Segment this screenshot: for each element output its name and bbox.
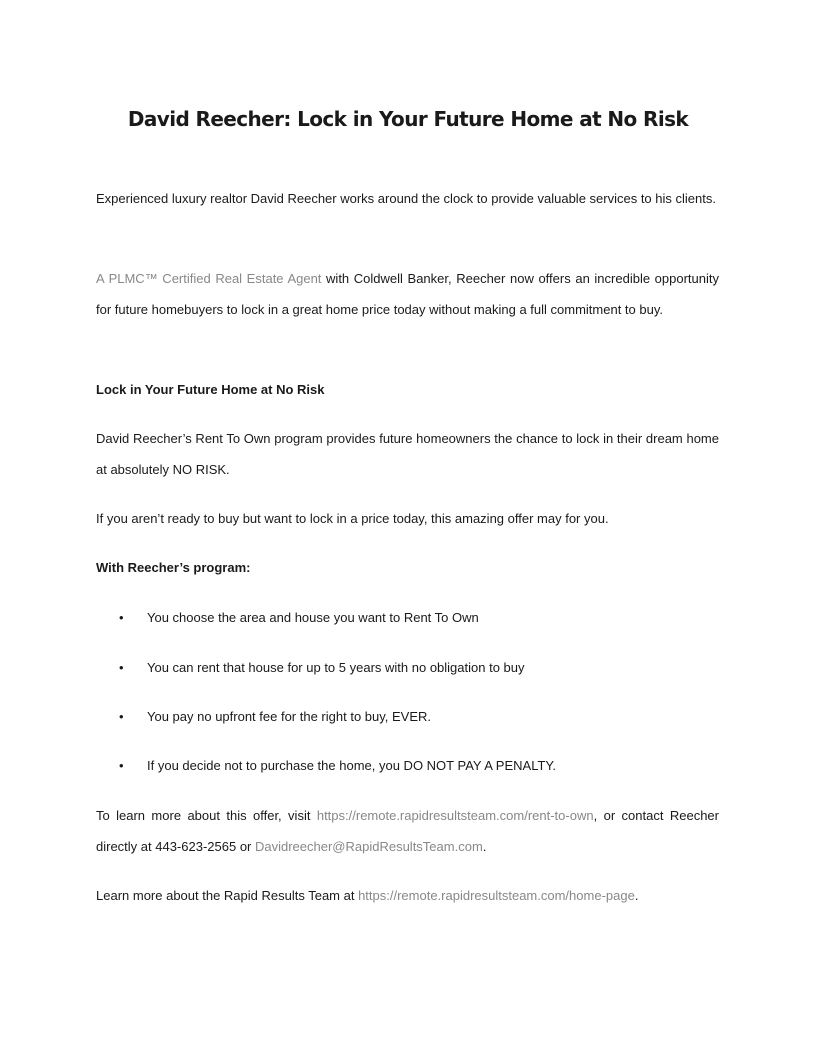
rent-to-own-link[interactable]: https://remote.rapidresultsteam.com/rent-to-own (316, 808, 594, 823)
document-title: David Reecher: Lock in Your Future Home at No Risk (127, 107, 689, 131)
intro-paragraph (96, 183, 719, 214)
bullet-text: You choose the area and house you want to Rent To Own (147, 610, 479, 625)
rapid-results-text (96, 880, 719, 911)
bullet-icon: • (119, 610, 124, 625)
bullet-icon: • (119, 709, 124, 724)
bullet-text: You can rent that house for up to 5 years with no obligation to buy (147, 660, 525, 675)
plmc-text (96, 263, 719, 325)
rent-to-own-text: David Reecher’s Rent To Own program provides future homeowners the chance to lock in their dream home at absolutely NO RISK. (96, 431, 719, 477)
rent-to-own-paragraph (96, 423, 719, 485)
bullet-text: If you decide not to purchase the home, you DO NOT PAY A PENALTY. (147, 758, 557, 773)
contact-paragraph (96, 800, 719, 862)
section-heading-lock-in: Lock in Your Future Home at No Risk (96, 382, 325, 397)
plmc-paragraph (96, 263, 719, 325)
bullet-text: You pay no upfront fee for the right to buy, EVER. (147, 709, 432, 724)
contact-before-text: To learn more about this offer, visit (96, 808, 317, 823)
contact-middle-text: , or contact Reecher directly at 443-623-2565 or (96, 808, 719, 854)
plmc-rest-text: with Coldwell Banker, Reecher now offers an incredible opportunity for future homebuyers to lock in a great home price today without making a full commitment to buy. (96, 271, 719, 317)
intro-text: Experienced luxury realtor David Reecher works around the clock to provide valuable services to his clients. (96, 191, 716, 206)
heading-program (96, 552, 719, 583)
home-page-link[interactable]: https://remote.rapidresultsteam.com/home-page (358, 888, 635, 903)
bullet-icon: • (119, 660, 124, 675)
plmc-certified-link[interactable]: A PLMC™ Certified Real Estate Agent (96, 271, 322, 286)
ready-to-buy-paragraph (96, 503, 719, 534)
bullet-icon: • (119, 758, 124, 773)
heading-lock-in (96, 374, 719, 405)
section-heading-program: With Reecher’s program: (96, 560, 251, 575)
ready-to-buy-text: If you aren’t ready to buy but want to lock in a price today, this amazing offer may for you. (96, 511, 609, 526)
rapid-results-after-text: . (634, 888, 639, 903)
contact-text (96, 800, 719, 862)
email-link[interactable]: Davidreecher@RapidResultsTeam.com (254, 839, 483, 854)
rapid-results-before-text: Learn more about the Rapid Results Team at (96, 888, 359, 903)
rapid-results-paragraph (96, 880, 719, 911)
contact-after-text: . (482, 839, 487, 854)
